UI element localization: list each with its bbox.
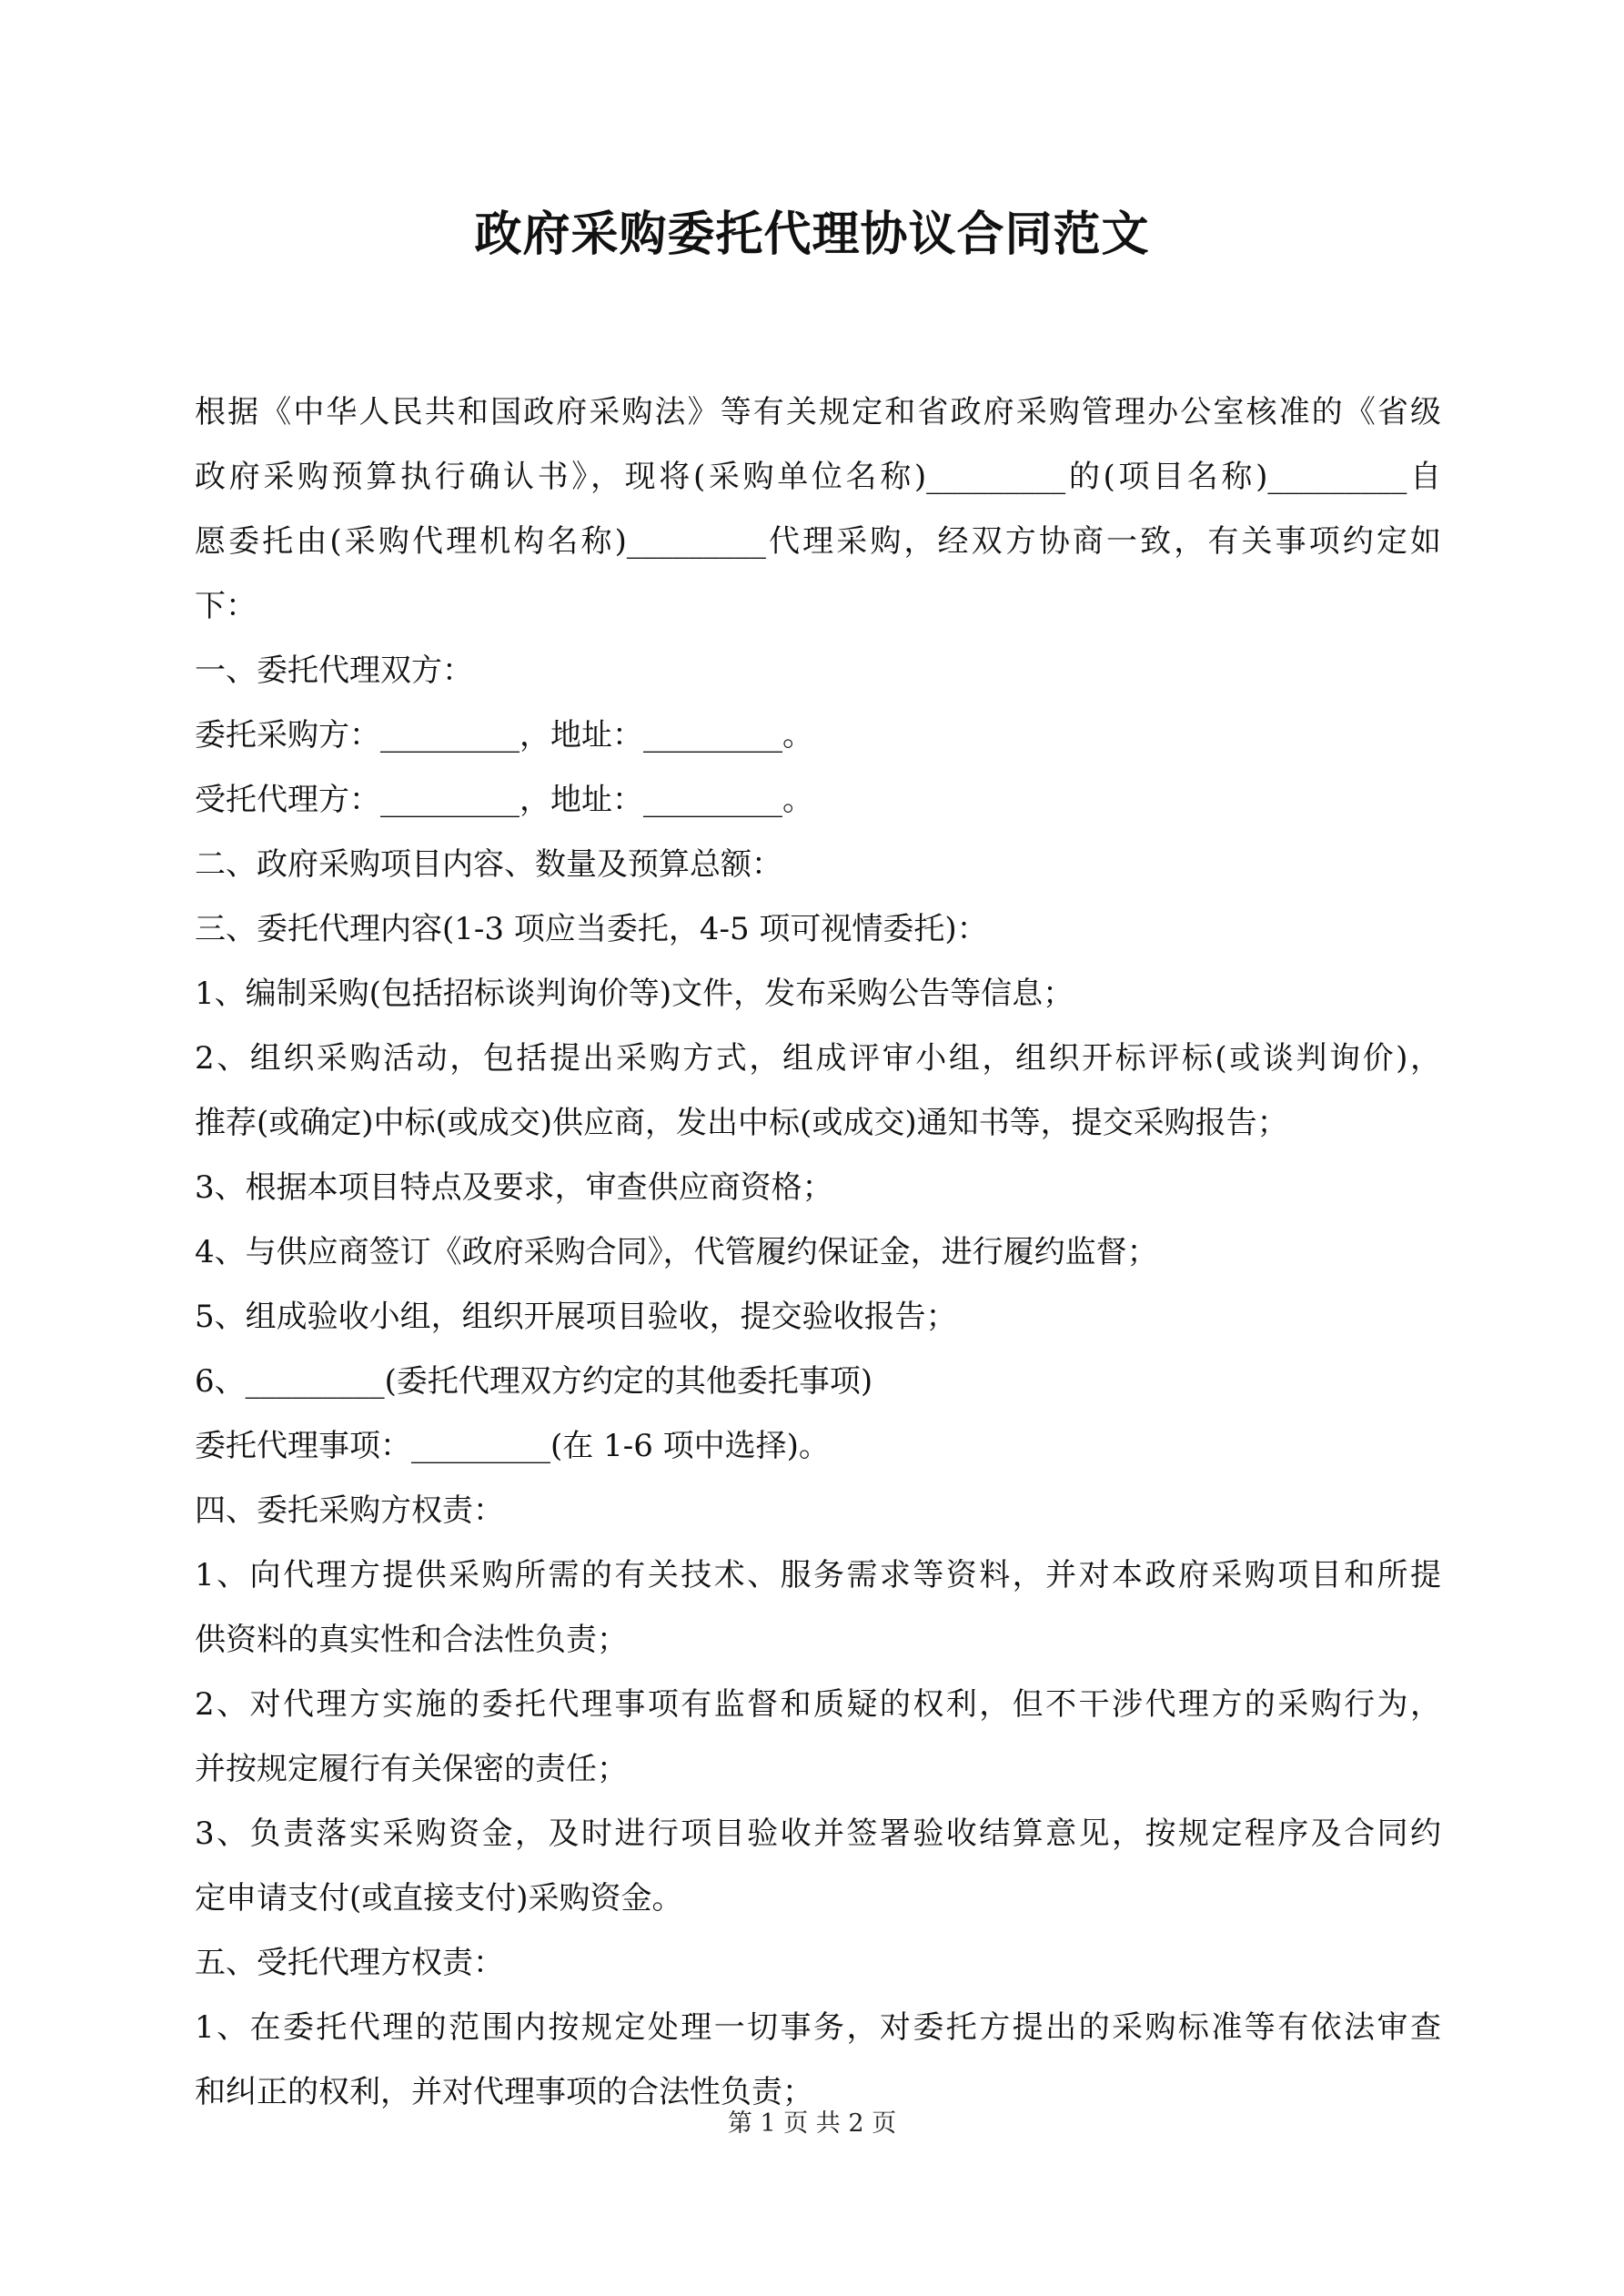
paragraph-line: 委托采购方：_________，地址：_________。 [195, 717, 813, 754]
paragraph-line: 政府采购预算执行确认书》，现将(采购单位名称)_________的(项目名称)_________自 [195, 459, 1441, 495]
document-title: 政府采购委托代理协议合同范文 [474, 207, 1150, 262]
list-item-continuation: 和纠正的权利，并对代理事项的合法性负责； [195, 2074, 813, 2110]
section-heading: 四、委托采购方权责： [195, 1492, 504, 1529]
list-item: 2、组织采购活动，包括提出采购方式，组成评审小组，组织开标评标(或谈判询价)， [195, 1040, 1441, 1077]
section-heading: 五、受托代理方权责： [195, 1945, 504, 1981]
list-item: 2、对代理方实施的委托代理事项有监督和质疑的权利，但不干涉代理方的采购行为， [195, 1686, 1441, 1723]
page-number-footer: 第 1 页 共 2 页 [727, 2109, 897, 2138]
paragraph-line: 下： [195, 588, 257, 624]
list-item: 1、编制采购(包括招标谈判询价等)文件，发布采购公告等信息； [195, 976, 1074, 1012]
list-item: 5、组成验收小组，组织开展项目验收，提交验收报告； [195, 1299, 957, 1335]
list-item-continuation: 并按规定履行有关保密的责任； [195, 1751, 628, 1787]
paragraph-line: 受托代理方：_________，地址：_________。 [195, 782, 813, 818]
list-item: 3、负责落实采购资金，及时进行项目验收并签署验收结算意见，按规定程序及合同约 [195, 1816, 1441, 1852]
list-item: 4、与供应商签订《政府采购合同》，代管履约保证金，进行履约监督； [195, 1234, 1158, 1270]
list-item-continuation: 定申请支付(或直接支付)采购资金。 [195, 1880, 683, 1917]
list-item-continuation: 供资料的真实性和合法性负责； [195, 1622, 628, 1658]
paragraph-line: 愿委托由(采购代理机构名称)_________代理采购，经双方协商一致，有关事项约定如 [195, 523, 1441, 560]
document-body [195, 380, 1441, 2125]
list-item-continuation: 推荐(或确定)中标(或成交)供应商，发出中标(或成交)通知书等，提交采购报告； [195, 1105, 1288, 1141]
list-item: 1、在委托代理的范围内按规定处理一切事务，对委托方提出的采购标准等有依法审查 [195, 2009, 1441, 2046]
section-heading: 一、委托代理双方： [195, 652, 473, 689]
list-item: 3、根据本项目特点及要求，审查供应商资格； [195, 1169, 833, 1206]
section-heading: 三、委托代理内容(1-3 项应当委托，4-5 项可视情委托)： [195, 911, 988, 947]
list-item: 1、向代理方提供采购所需的有关技术、服务需求等资料，并对本政府采购项目和所提 [195, 1557, 1441, 1593]
section-heading: 二、政府采购项目内容、数量及预算总额： [195, 846, 782, 883]
list-item: 6、_________(委托代理双方约定的其他委托事项) [195, 1363, 873, 1400]
paragraph-line: 根据《中华人民共和国政府采购法》等有关规定和省政府采购管理办公室核准的《省级 [195, 394, 1441, 430]
paragraph-line: 委托代理事项：_________(在 1-6 项中选择)。 [195, 1428, 830, 1464]
